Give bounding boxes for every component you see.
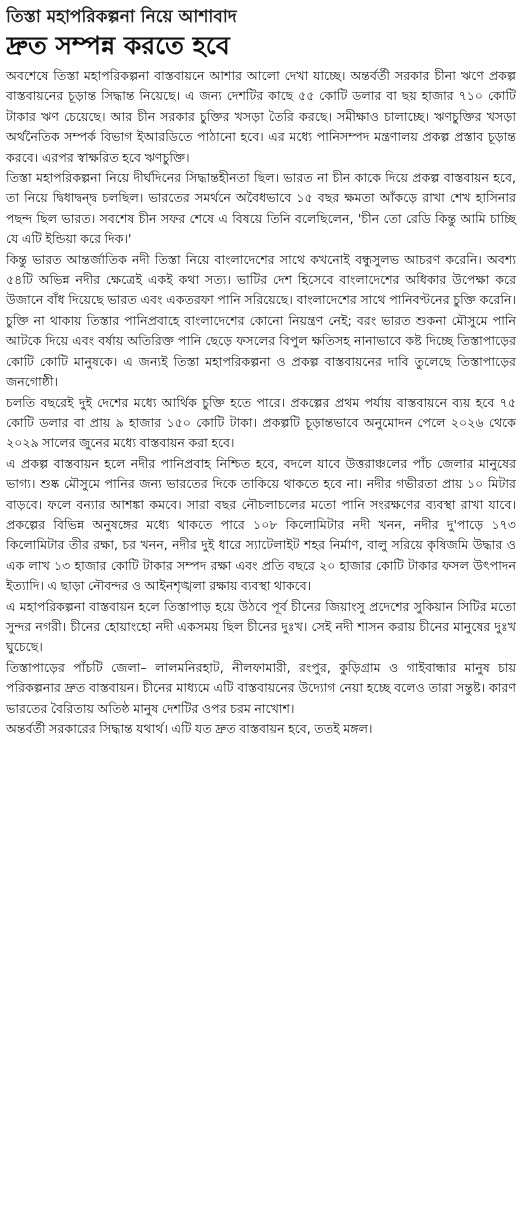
article-paragraph: এ প্রকল্প বাস্তবায়ন হলে নদীর পানিপ্রবাহ নিশ্চিত হবে, বদলে যাবে উত্তরাঞ্চলের পাঁচ জেলার মানুষের ভাগ্য। শুষ্ক মৌসুমে পানির জন্য ভারতের দিকে তাকিয়ে থাকতে হবে না। নদীর গভীরতা প্রায় ১০ মিটার বাড়বে। ফলে বন্যার আশঙ্কা কমবে। সারা বছর নৌচলাচলের মতো পানি সংরক্ষণের ব্যবস্থা রাখা যাবে। প্রকল্পের বিভিন্ন অনুষঙ্গের মধ্যে থাকতে পারে ১০৮ কিলোমিটার নদী খনন, নদীর দু'পাড়ে ১৭৩ কিলোমিটার তীর রক্ষা, চর খনন, নদীর দুই ধারে স্যাটেলাইট শহর নির্মাণ, বালু সরিয়ে কৃষিজমি উদ্ধার ও এক লাখ ১৩ হাজার কোটি টাকার সম্পদ রক্ষা এবং প্রতি বছরে ২০ হাজার কোটি টাকার ফসল উৎপাদন ইত্যাদি। এ ছাড়া নৌবন্দর ও আইনশৃঙ্খলা রক্ষায় ব্যবস্থা থাকবে। [6,455,516,594]
article-body [6,66,516,739]
article-paragraph: তিস্তাপাড়ের পাঁচটি জেলা– লালমনিরহাট, নীলফামারী, রংপুর, কুড়িগ্রাম ও গাইবান্ধার মানুষ চায় পরিকল্পনার দ্রুত বাস্তবায়ন। চীনের মাধ্যমে এটি বাস্তবায়নের উদ্যোগ নেয়া হচ্ছে বলেও তারা সন্তুষ্ট। কারণ ভারতের বৈরিতায় অতিষ্ঠ মানুষ দেশটির ওপর চরম নাখোশ। [6,659,516,716]
article-kicker: তিস্তা মহাপরিকল্পনা নিয়ে আশাবাদ [6,7,237,27]
article-paragraph: কিন্তু ভারত আন্তর্জাতিক নদী তিস্তা নিয়ে বাংলাদেশের সাথে কখনোই বন্ধুসুলভ আচরণ করেনি। অবশ্য ৫৪টি অভিন্ন নদীর ক্ষেত্রেই একই কথা সত্য। ভাটির দেশ হিসেবে বাংলাদেশের অধিকার উপেক্ষা করে উজানে বাঁধ দিয়েছে ভারত এবং একতরফা পানি সরিয়েছে। বাংলাদেশের সাথে পানিবণ্টনের চুক্তি করেনি। চুক্তি না থাকায় তিস্তার পানিপ্রবাহে বাংলাদেশের কোনো নিয়ন্ত্রণ নেই; বরং ভারত শুকনা মৌসুমে পানি আটকে দিয়ে এবং বর্ষায় অতিরিক্ত পানি ছেড়ে ফসলের বিপুল ক্ষতিসহ নানাভাবে কষ্ট দিচ্ছে তিস্তাপাড়ের কোটি কোটি মানুষকে। এ জন্যই তিস্তা মহাপরিকল্পনা ও প্রকল্প বাস্তবায়নের দাবি তুলেছে তিস্তাপাড়ের জনগোষ্ঠী। [6,251,516,390]
article-paragraph: চলতি বছরেই দুই দেশের মধ্যে আর্থিক চুক্তি হতে পারে। প্রকল্পের প্রথম পর্যায় বাস্তবায়নে ব্যয় হবে ৭৫ কোটি ডলার বা প্রায় ৯ হাজার ১৫০ কোটি টাকা। প্রকল্পটি চূড়ান্তভাবে অনুমোদন পেলে ২০২৬ থেকে ২০২৯ সালের জুনের মধ্যে বাস্তবায়ন করা হবে। [6,394,516,451]
article-paragraph: তিস্তা মহাপরিকল্পনা নিয়ে দীর্ঘদিনের সিদ্ধান্তহীনতা ছিল। ভারত না চীন কাকে দিয়ে প্রকল্প বাস্তবায়ন হবে, তা নিয়ে দ্বিধাদ্বন্দ্ব চলছিল। ভারতের সমর্থনে অবৈধভাবে ১৫ বছর ক্ষমতা আঁকড়ে রাখা শেখ হাসিনার পছন্দ ছিল ভারত। সবশেষ চীন সফর শেষে এ বিষয়ে তিনি বলেছিলেন, 'চীন তো রেডি কিন্তু আমি চাচ্ছি যে এটি ইন্ডিয়া করে দিক।' [6,170,516,247]
article-paragraph: এ মহাপরিকল্পনা বাস্তবায়ন হলে তিস্তাপাড় হয়ে উঠবে পূর্ব চীনের জিয়াংসু প্রদেশের সুকিয়ান সিটির মতো সুন্দর নগরী। চীনের হোয়াংহো নদী একসময় ছিল চীনের দুঃখ। সেই নদী শাসন করায় চীনের মানুষের দুঃখ ঘুচেছে। [6,598,516,655]
article-paragraph: অবশেষে তিস্তা মহাপরিকল্পনা বাস্তবায়নে আশার আলো দেখা যাচ্ছে। অন্তর্বর্তী সরকার চীনা ঋণে প্রকল্প বাস্তবায়নের চূড়ান্ত সিদ্ধান্ত নিয়েছে। এ জন্য দেশটির কাছে ৫৫ কোটি ডলার বা ছয় হাজার ৭১০ কোটি টাকার ঋণ চেয়েছে। আর চীন সরকার চুক্তির খসড়া তৈরি করছে। সমীক্ষাও চালাচ্ছে। ঋণচুক্তির খসড়া অর্থনৈতিক সম্পর্ক বিভাগ ইআরডিতে পাঠানো হবে। এর মধ্যে পানিসম্পদ মন্ত্রণালয় প্রকল্প প্রস্তাব চূড়ান্ত করবে। এরপর স্বাক্ষরিত হবে ঋণচুক্তি। [6,68,516,165]
article-headline: দ্রুত সম্পন্ন করতে হবে [6,31,230,60]
article-paragraph: অন্তর্বর্তী সরকারের সিদ্ধান্ত যথার্থ। এটি যত দ্রুত বাস্তবায়ন হবে, ততই মঙ্গল। [6,721,373,736]
